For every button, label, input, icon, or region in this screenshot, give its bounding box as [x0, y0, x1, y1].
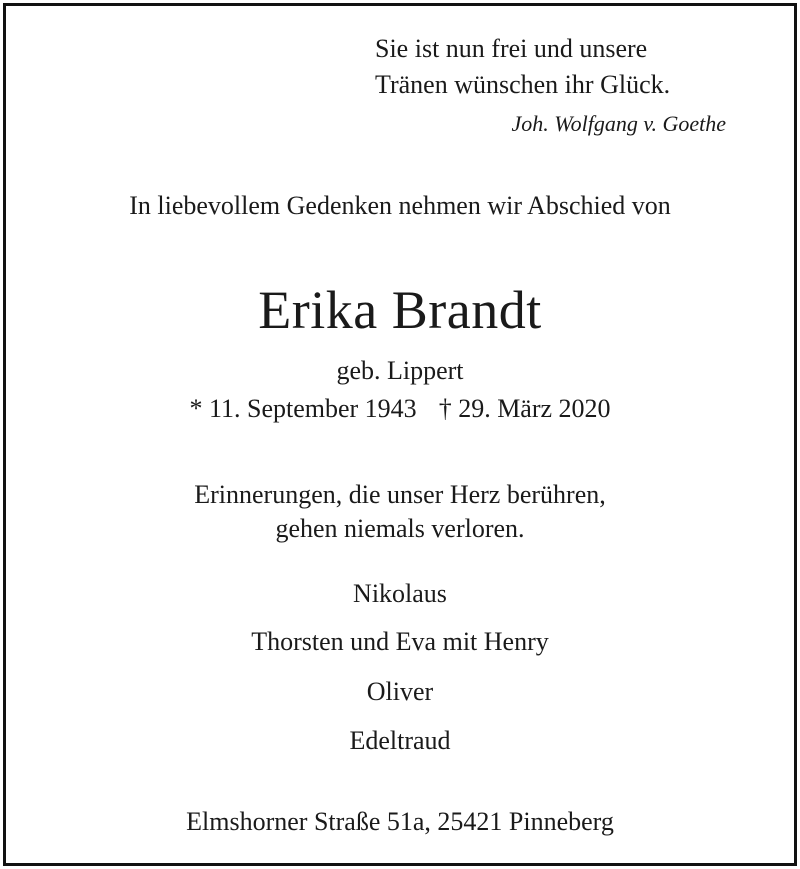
death-date: † 29. März 2020 [438, 394, 611, 423]
quote-line-2: Tränen wünschen ihr Glück. [375, 70, 671, 99]
intro-text: In liebevollem Gedenken nehmen wir Abschied von [129, 191, 671, 220]
birth-date: * 11. September 1943 [189, 394, 417, 423]
maiden-name: geb. Lippert [336, 356, 464, 385]
mourner-name: Thorsten und Eva mit Henry [251, 627, 549, 656]
life-dates [0, 393, 800, 425]
address: Elmshorner Straße 51a, 25421 Pinneberg [186, 807, 614, 836]
deceased-name: Erika Brandt [258, 280, 542, 340]
mourner-name: Edeltraud [349, 726, 451, 755]
mourner-name: Nikolaus [353, 579, 447, 608]
quote-author: Joh. Wolfgang v. Goethe [511, 111, 726, 136]
quote-block [375, 31, 775, 103]
memory-line-2: gehen niemals verloren. [275, 514, 525, 543]
memory-line-1: Erinnerungen, die unser Herz berühren, [194, 480, 606, 509]
quote-line-1: Sie ist nun frei und unsere [375, 34, 648, 63]
memory-text [0, 478, 800, 546]
mourner-name: Oliver [366, 677, 434, 706]
